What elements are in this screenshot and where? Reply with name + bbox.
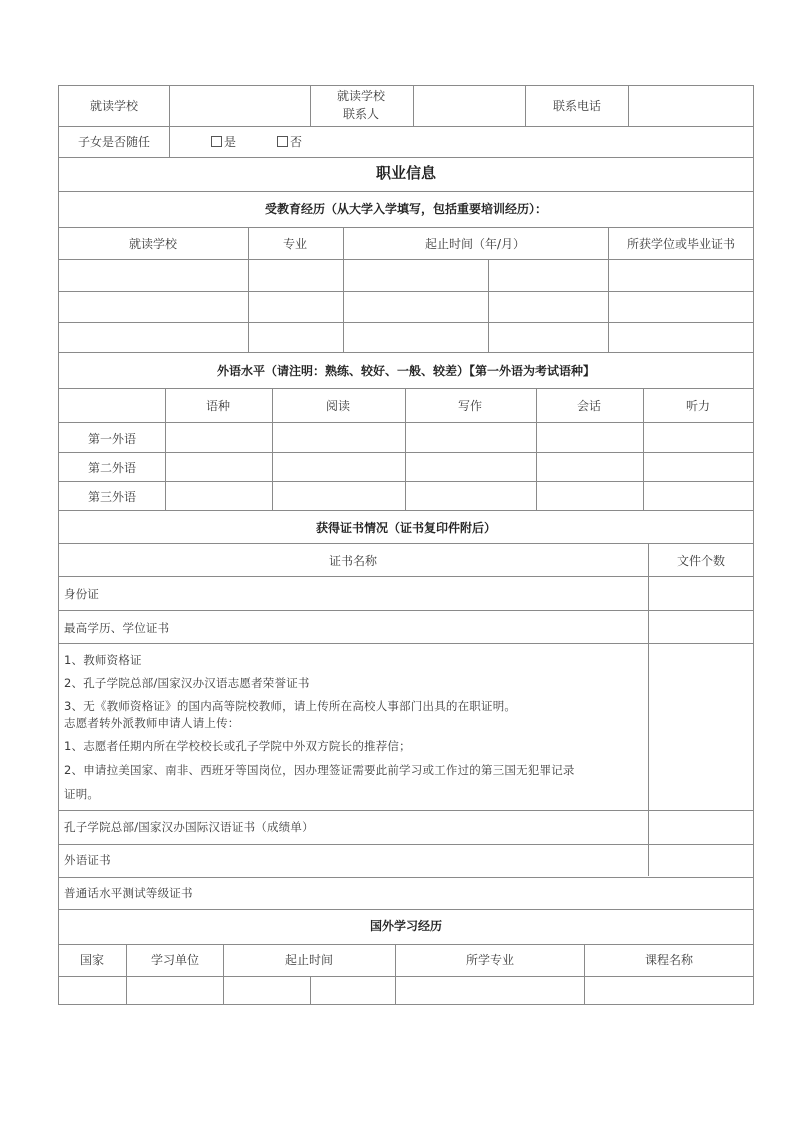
cert-multi-line: 证明。 bbox=[64, 787, 100, 801]
cert-multi-line: 3、无《教师资格证》的国内高等院校教师，请上传所在高校人事部门出具的在职证明。 bbox=[64, 699, 517, 713]
language-heading: 外语水平（请注明：熟练、较好、一般、较差）【第一外语为考试语种】 bbox=[216, 364, 596, 378]
divider bbox=[58, 543, 754, 544]
divider bbox=[58, 510, 754, 511]
school-contact-label-1: 就读学校 bbox=[336, 89, 386, 103]
certificates-heading: 获得证书情况（证书复印件附后） bbox=[315, 521, 497, 535]
no-label: 否 bbox=[290, 135, 303, 149]
cert-multi-line: 1、志愿者任期内所在学校校长或孔子学院中外双方院长的推荐信； bbox=[64, 739, 411, 753]
cert-putonghua: 普通话水平测试等级证书 bbox=[64, 886, 193, 900]
abroad-col-period: 起止时间 bbox=[284, 953, 334, 967]
language-entry-cells[interactable] bbox=[166, 423, 753, 510]
edu-col-degree: 所获学位或毕业证书 bbox=[626, 237, 736, 251]
education-heading: 受教育经历（从大学入学填写，包括重要培训经历）： bbox=[264, 202, 548, 216]
school-contact-input[interactable] bbox=[414, 86, 525, 126]
lang-col-reading: 阅读 bbox=[325, 399, 351, 413]
border-right bbox=[753, 85, 754, 1005]
edu-col-period: 起止时间（年/月） bbox=[424, 237, 526, 251]
divider bbox=[58, 191, 754, 192]
divider bbox=[58, 157, 754, 158]
abroad-col-country: 国家 bbox=[79, 953, 105, 967]
children-label: 子女是否随任 bbox=[77, 135, 151, 149]
lang-row-second: 第二外语 bbox=[87, 461, 137, 475]
phone-label: 联系电话 bbox=[552, 99, 602, 113]
lang-col-language: 语种 bbox=[205, 399, 231, 413]
section-title: 职业信息 bbox=[375, 164, 437, 182]
edu-col-major: 专业 bbox=[282, 237, 308, 251]
edu-col-school: 就读学校 bbox=[128, 237, 178, 251]
school-contact-label-2: 联系人 bbox=[342, 107, 380, 121]
checkbox-yes[interactable] bbox=[211, 136, 222, 147]
checkbox-no[interactable] bbox=[277, 136, 288, 147]
divider bbox=[310, 85, 311, 126]
divider bbox=[58, 944, 754, 945]
divider bbox=[58, 388, 754, 389]
divider bbox=[525, 85, 526, 126]
cert-col-count: 文件个数 bbox=[676, 554, 726, 568]
cert-multi-line: 2、孔子学院总部/国家汉办汉语志愿者荣誉证书 bbox=[64, 676, 310, 690]
divider bbox=[58, 227, 754, 228]
phone-input[interactable] bbox=[629, 86, 753, 126]
lang-col-speaking: 会话 bbox=[576, 399, 602, 413]
divider bbox=[58, 352, 754, 353]
cert-degree: 最高学历、学位证书 bbox=[64, 621, 170, 635]
abroad-col-institution: 学习单位 bbox=[150, 953, 200, 967]
divider bbox=[58, 126, 754, 127]
children-no-option[interactable] bbox=[277, 134, 302, 150]
border-left bbox=[58, 85, 59, 1005]
cert-multi-line: 2、申请拉美国家、南非、西班牙等国岗位，因办理签证需要此前学习或工作过的第三国无犯罪记录 bbox=[64, 763, 575, 777]
abroad-entry-row[interactable] bbox=[59, 977, 753, 1004]
cert-hsk: 孔子学院总部/国家汉办国际汉语证书（成绩单） bbox=[64, 820, 314, 834]
cert-id-card: 身份证 bbox=[64, 587, 100, 601]
school-label: 就读学校 bbox=[89, 99, 139, 113]
cert-col-name: 证书名称 bbox=[328, 554, 378, 568]
cert-count-inputs[interactable] bbox=[649, 577, 753, 876]
children-yes-option[interactable] bbox=[211, 134, 236, 150]
lang-col-writing: 写作 bbox=[457, 399, 483, 413]
abroad-col-major: 所学专业 bbox=[465, 953, 515, 967]
cert-multi-line: 1、教师资格证 bbox=[64, 653, 142, 667]
lang-col-listening: 听力 bbox=[685, 399, 711, 413]
lang-row-first: 第一外语 bbox=[87, 432, 137, 446]
border-bottom bbox=[58, 1004, 754, 1005]
school-input[interactable] bbox=[170, 86, 310, 126]
cert-multi-line: 志愿者转外派教师申请人请上传： bbox=[64, 716, 240, 730]
divider bbox=[58, 877, 754, 878]
abroad-heading: 国外学习经历 bbox=[369, 919, 443, 933]
cert-foreign: 外语证书 bbox=[64, 853, 111, 867]
lang-row-third: 第三外语 bbox=[87, 490, 137, 504]
yes-label: 是 bbox=[224, 135, 237, 149]
abroad-col-courses: 课程名称 bbox=[644, 953, 694, 967]
education-entry-rows[interactable] bbox=[59, 260, 753, 352]
divider bbox=[58, 909, 754, 910]
